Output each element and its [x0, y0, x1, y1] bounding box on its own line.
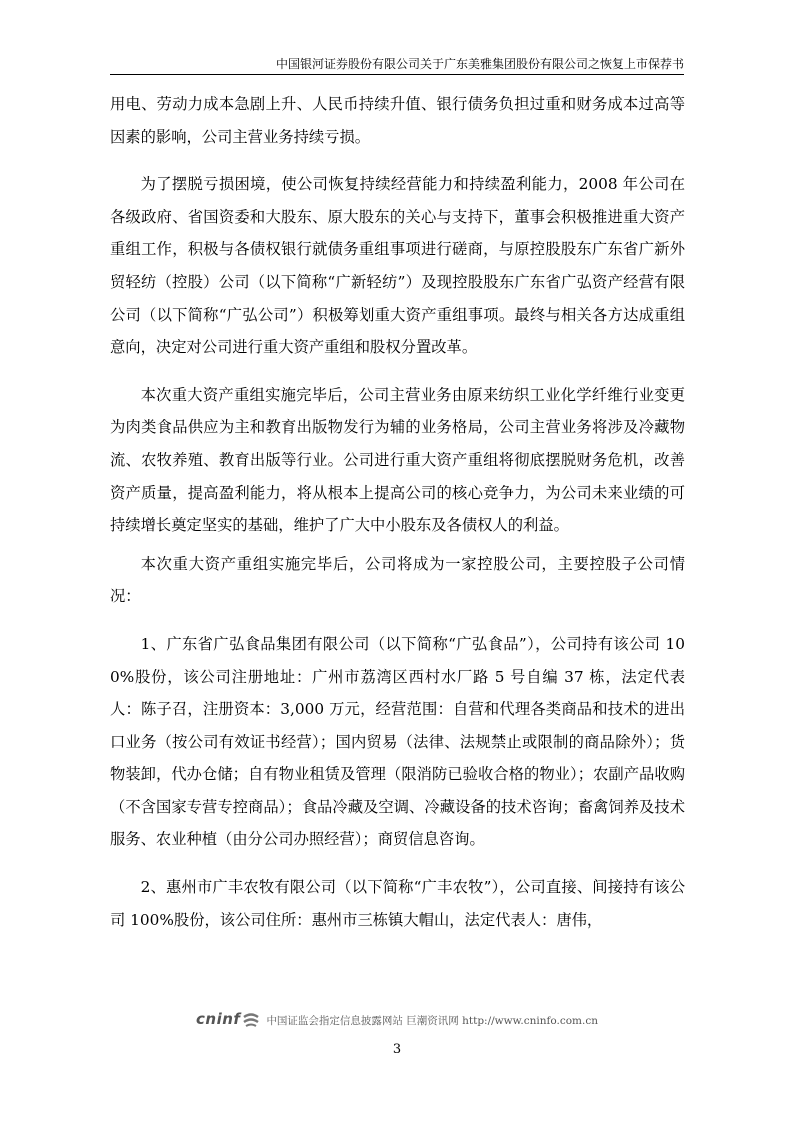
paragraph-1: 用电、劳动力成本急剧上升、人民币持续升值、银行债务负担过重和财务成本过高等因素的影响，公司主营业务持续亏损。: [110, 95, 685, 146]
document-body: [110, 88, 685, 936]
page-footer: [0, 1010, 794, 1030]
paragraph-2: 为了摆脱亏损困境，使公司恢复持续经营能力和持续盈利能力，2008 年公司在各级政府、省国资委和大股东、原大股东的关心与支持下，董事会积极推进重大资产重组工作，积极与各债权银行就债务重组事项进行磋商，与原控股股东广东省广新外贸轻纺（控股）公司（以下简称“广新轻纺”）及现控股股东广东省广弘资产经营有限公司（以下简称“广弘公司”）积极筹划重大资产重组事项。最终与相关各方达成重组意向，决定对公司进行重大资产重组和股权分置改革。: [110, 175, 685, 357]
header-title: 中国银河证券股份有限公司关于广东美雅集团股份有限公司之恢复上市保荐书: [275, 57, 684, 71]
paragraph-4: 本次重大资产重组实施完毕后，公司将成为一家控股公司，主要控股子公司情况：: [110, 554, 685, 606]
paragraph-6: 2、惠州市广丰农牧有限公司（以下简称“广丰农牧”），公司直接、间接持有该公司 100%股份，该公司住所：惠州市三栋镇大帽山，法定代表人：唐伟，: [110, 878, 685, 929]
page-header: [110, 52, 684, 75]
cninf-logo-icon: [242, 1013, 260, 1030]
footer-site-text: 中国证监会指定信息披露网站 巨潮资讯网 http://www.cninfo.com.cn: [266, 1015, 598, 1027]
paragraph-3: 本次重大资产重组实施完毕后，公司主营业务由原来纺织工业化学纤维行业变更为肉类食品供应为主和教育出版物发行为辅的业务格局，公司主营业务将涉及冷藏物流、农牧养殖、教育出版等行业。公司进行重大资产重组将彻底摆脱财务危机，改善资产质量，提高盈利能力，将从根本上提高公司的核心竞争力，为公司未来业绩的可持续增长奠定坚实的基础，维护了广大中小股东及各债权人的利益。: [110, 385, 685, 535]
cninf-logo: cninf: [196, 1010, 241, 1028]
paragraph-5: 1、广东省广弘食品集团有限公司（以下简称“广弘食品”），公司持有该公司 100%股份，该公司注册地址：广州市荔湾区西村水厂路 5 号自编 37 栋，法定代表人：陈子召，注册资本：3,000 万元，经营范围：自营和代理各类商品和技术的进出口业务（按公司有效证书经营）；国内贸易（法律、法规禁止或限制的商品除外）；货物装卸，代办仓储；自有物业租赁及管理（限消防已验收合格的物业）；农副产品收购（不含国家专营专控商品）；食品冷藏及空调、冷藏设备的技术咨询；畜禽饲养及技术服务、农业种植（由分公司办照经营）；商贸信息咨询。: [110, 634, 685, 849]
page-number: 3: [392, 1042, 402, 1057]
